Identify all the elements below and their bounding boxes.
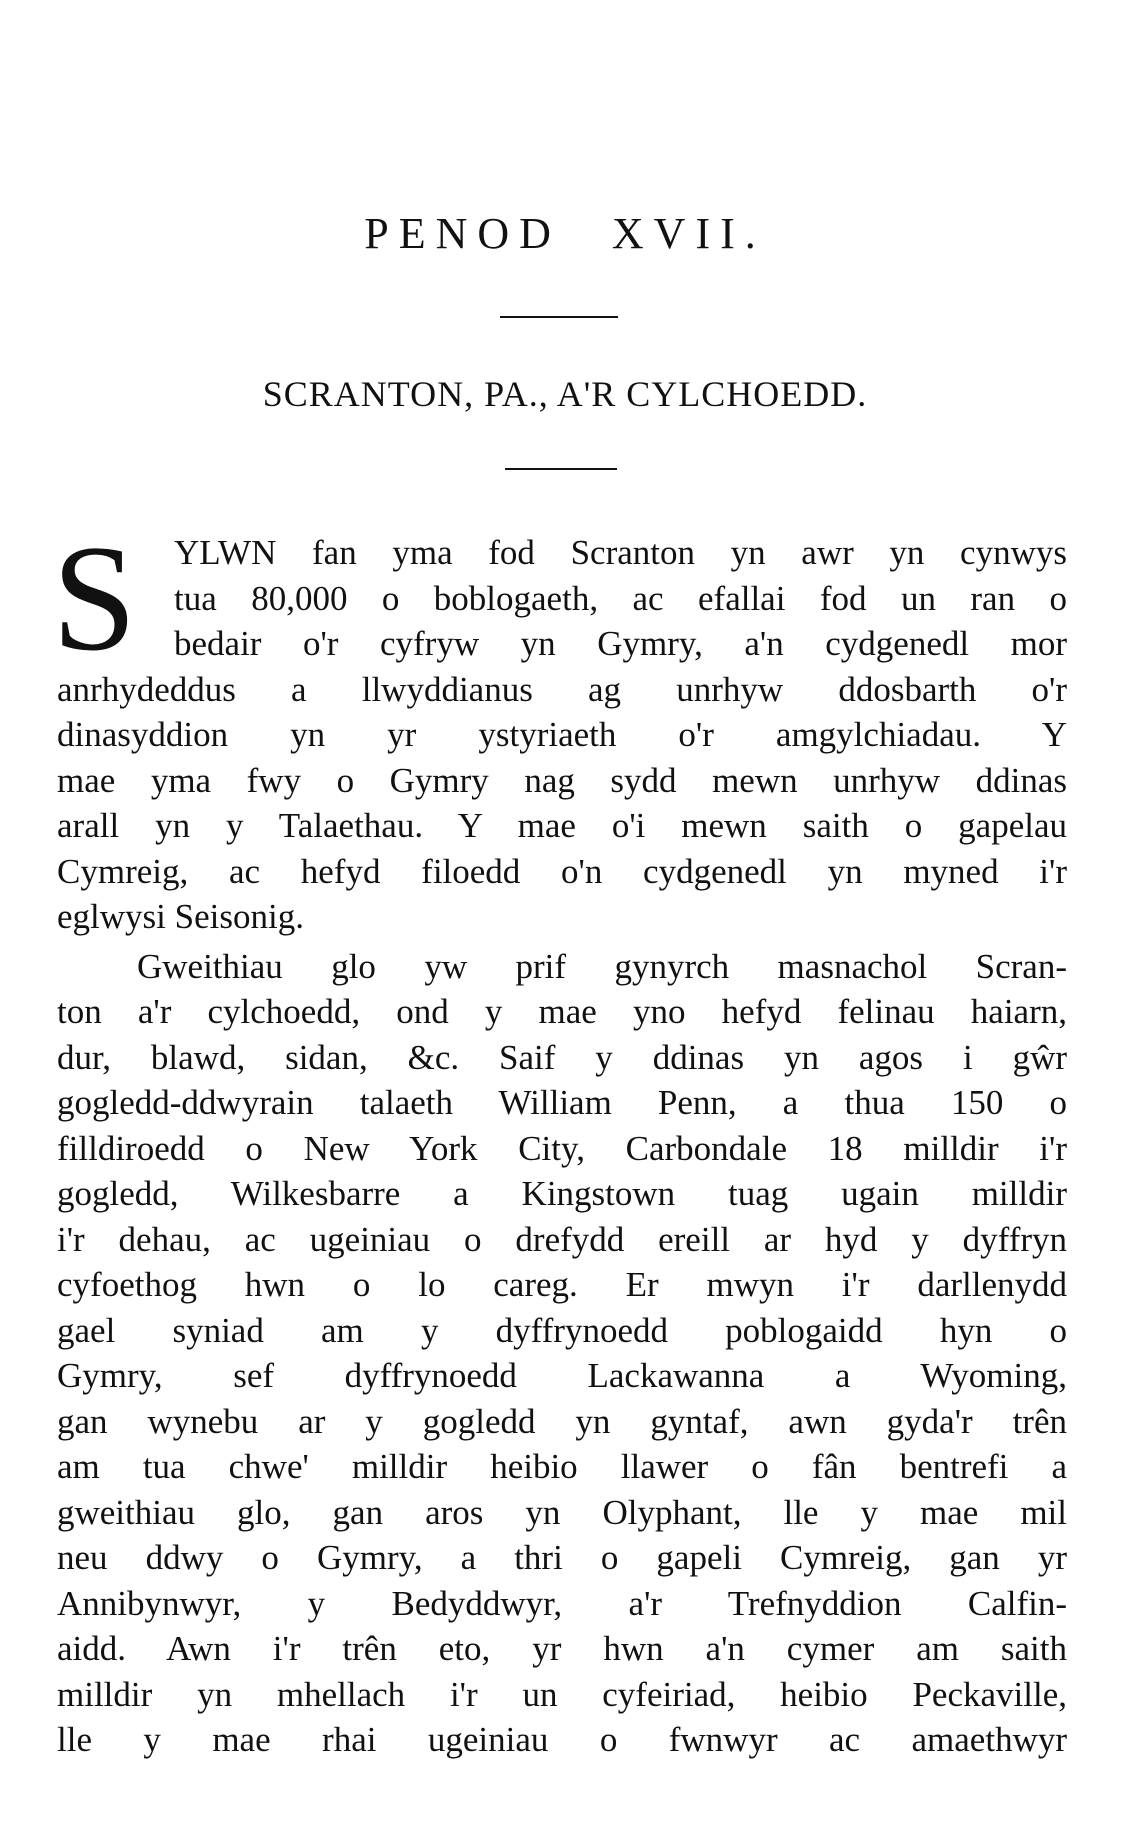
text-line: neu ddwy o Gymry, a thri o gapeli Cymreig, gan yr — [57, 1538, 1067, 1577]
text-line: gael syniad am y dyffrynoedd poblogaidd hyn o — [57, 1310, 1067, 1350]
text-line: lle y mae rhai ugeiniau o fwnwyr ac amaethwyr — [57, 1720, 1067, 1759]
text-line: aidd. Awn i'r trên eto, yr hwn a'n cymer am saith — [57, 1629, 1067, 1668]
divider-rule-top — [500, 316, 618, 318]
text-line: gweithiau glo, gan aros yn Olyphant, lle y mae mil — [57, 1492, 1067, 1532]
section-title: SCRANTON, PA., A'R CYLCHOEDD. — [262, 374, 868, 414]
text-line: Annibynwyr, y Bedyddwyr, a'r Trefnyddion Calfin- — [57, 1583, 1067, 1623]
text-line: am tua chwe' milldir heibio llawer o fân bentrefi a — [57, 1447, 1067, 1486]
divider-rule-bottom — [505, 468, 617, 470]
text-line: filldiroedd o New York City, Carbondale 18 milldir i'r — [57, 1128, 1067, 1168]
text-line: dur, blawd, sidan, &c. Saif y ddinas yn agos i gŵr — [57, 1037, 1067, 1077]
text-line: gogledd-ddwyrain talaeth William Penn, a thua 150 o — [57, 1083, 1067, 1122]
chapter-title: PENOD XVII. — [364, 209, 766, 258]
text-line: gan wynebu ar y gogledd yn gyntaf, awn gyda'r trên — [57, 1401, 1067, 1441]
text-line: gogledd, Wilkesbarre a Kingstown tuag ugain milldir — [57, 1174, 1067, 1213]
text-line: ton a'r cylchoedd, ond y mae yno hefyd felinau haiarn, — [57, 992, 1067, 1031]
text-line: mae yma fwy o Gymry nag sydd mewn unrhyw ddinas — [57, 760, 1067, 800]
drop-cap-letter: S — [52, 514, 137, 682]
paragraph-2 — [57, 944, 1067, 1763]
text-line: Gweithiau glo yw prif gynyrch masnachol Scran- — [137, 946, 1067, 986]
text-line: Gymry, sef dyffrynoedd Lackawanna a Wyoming, — [57, 1356, 1067, 1395]
text-line: cyfoethog hwn o lo careg. Er mwyn i'r darllenydd — [57, 1265, 1067, 1304]
text-line: dinasyddion yn yr ystyriaeth o'r amgylchiadau. Y — [57, 715, 1067, 754]
body-text — [57, 530, 1067, 1763]
text-line: arall yn y Talaethau. Y mae o'i mewn saith o gapelau — [57, 806, 1067, 845]
text-line: bedair o'r cyfryw yn Gymry, a'n cydgenedl mor — [174, 624, 1067, 663]
text-line: Cymreig, ac hefyd filoedd o'n cydgenedl yn myned i'r — [57, 851, 1067, 891]
text-line: milldir yn mhellach i'r un cyfeiriad, heibio Peckaville, — [57, 1674, 1067, 1714]
text-line: i'r dehau, ac ugeiniau o drefydd ereill ar hyd y dyffryn — [57, 1219, 1067, 1259]
text-line: YLWN fan yma fod Scranton yn awr yn cynwys — [174, 533, 1067, 572]
paragraph-1 — [57, 530, 1067, 940]
text-line: tua 80,000 o boblogaeth, ac efallai fod un ran o — [174, 578, 1067, 618]
text-line: anrhydeddus a llwyddianus ag unrhyw ddosbarth o'r — [57, 669, 1067, 709]
text-line: eglwysi Seisonig. — [57, 897, 304, 936]
